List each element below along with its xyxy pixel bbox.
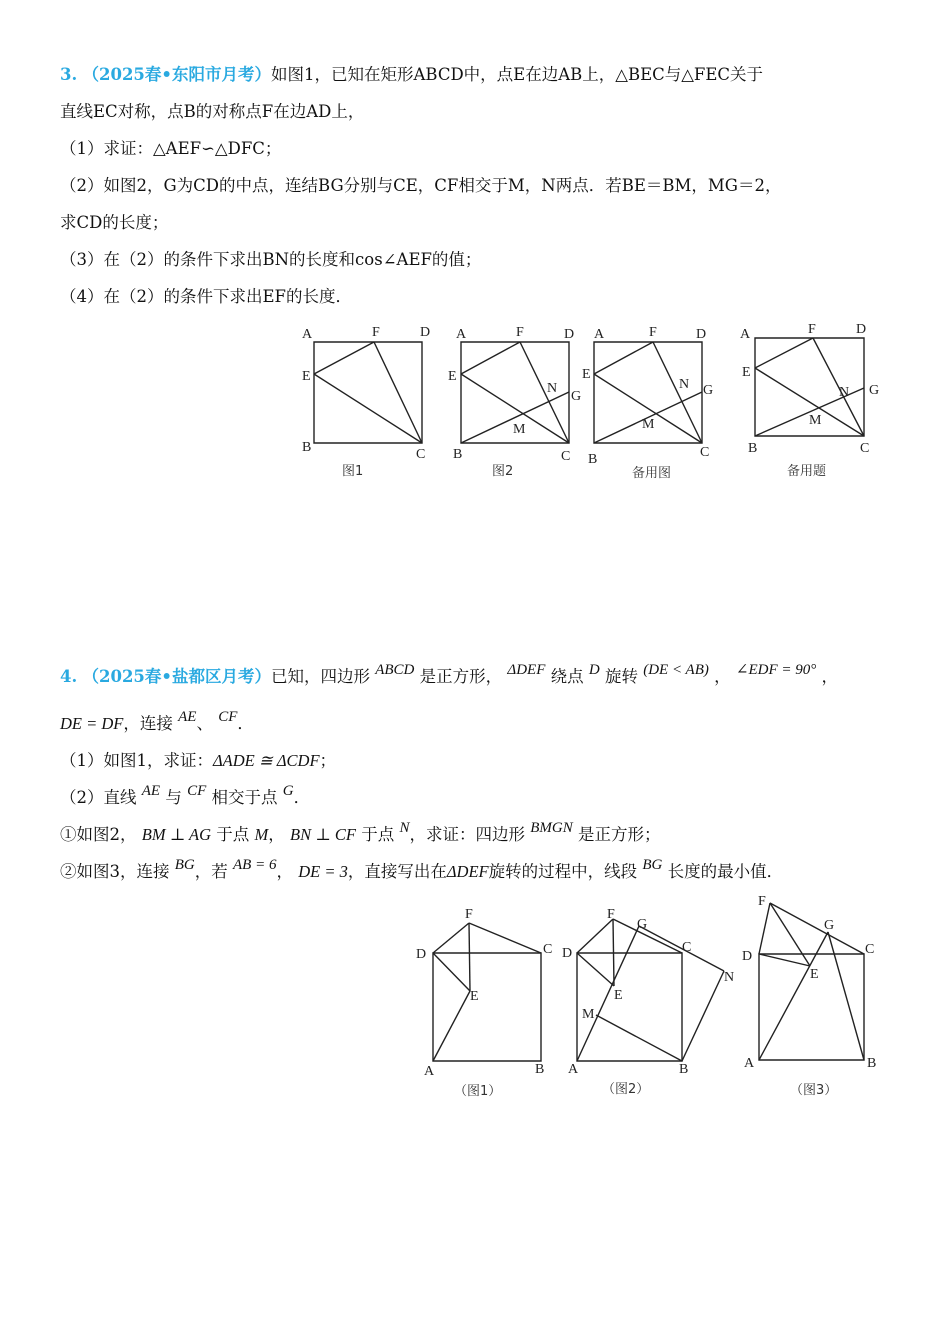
- q4-part2-ae: AE: [141, 783, 161, 799]
- q4-part1: [60, 749, 336, 773]
- q4-case1-bmgn: BMGN: [530, 820, 573, 836]
- rectangle-abcd: [314, 342, 422, 443]
- label-e: E: [470, 989, 479, 1004]
- q4-text-1g: 旋转: [604, 667, 638, 686]
- segment-df: [759, 903, 770, 954]
- label-d: D: [416, 947, 427, 962]
- label-b: B: [535, 1062, 545, 1077]
- q4-math-ae: AE: [178, 709, 197, 725]
- label-g: G: [637, 917, 648, 932]
- q4-text-1k: ，: [821, 667, 838, 686]
- q4-math-angle-edf: ∠EDF = 90°: [735, 662, 817, 678]
- label-a: A: [740, 327, 751, 342]
- label-m: M: [582, 1007, 595, 1022]
- q3-caption-3: 备用图: [632, 466, 672, 481]
- q4-source-tag: （2025春•盐都区月考）: [82, 667, 271, 686]
- q4-math-def: ΔDEF: [507, 662, 546, 678]
- label-b: B: [679, 1062, 689, 1077]
- q4-part2-end: ．: [293, 788, 311, 807]
- segment-ag: [759, 932, 828, 1060]
- q3-part2-cont: 求CD的长度；: [60, 213, 169, 232]
- segment-ef: [314, 342, 374, 374]
- q3-line1: [60, 63, 763, 87]
- label-c: C: [860, 441, 870, 456]
- label-b: B: [302, 440, 312, 455]
- q4-caption-3: （图3）: [790, 1083, 838, 1098]
- q4-line1: [60, 662, 838, 690]
- q4-figure-3: [742, 890, 902, 1105]
- q3-part2: （2）如图2，G为CD的中点，连结BG分别与CE，CF相交于M，N两点．若BE＝BM，MG＝2，: [60, 176, 782, 195]
- q4-case2-def: ΔDEF: [446, 862, 489, 881]
- label-f: F: [758, 894, 766, 909]
- q4-case2-ab: AB = 6: [233, 857, 277, 873]
- label-d: D: [856, 322, 867, 337]
- label-g: G: [869, 383, 880, 398]
- q4-case1-at: 于点: [216, 825, 250, 844]
- label-c: C: [682, 940, 692, 955]
- q3-caption-2: 图2: [492, 464, 514, 479]
- label-g: G: [571, 389, 582, 404]
- q4-part1-math: ΔADE ≅ ΔCDF: [213, 751, 320, 770]
- segment-de: [759, 954, 810, 966]
- label-f: F: [372, 325, 380, 340]
- q3-source-tag: （2025春•东阳市月考）: [82, 65, 271, 84]
- q4-case2-end: 长度的最小值．: [667, 862, 784, 881]
- q4-part2-text: （2）直线: [60, 788, 137, 807]
- segment-mb: [596, 1015, 682, 1061]
- label-b: B: [588, 452, 598, 467]
- q4-case1: [60, 820, 661, 848]
- q4-case1-end: 是正方形；: [578, 825, 661, 844]
- q3-part1: （1）求证：△AEF∽△DFC；: [60, 139, 282, 158]
- q3-figure-backup-problem: [738, 318, 888, 483]
- label-f: F: [649, 325, 657, 340]
- q4-case1-n: N: [399, 820, 410, 836]
- q4-text-1i: ，: [714, 667, 731, 686]
- label-e: E: [742, 365, 751, 380]
- label-e: E: [810, 967, 819, 982]
- q4-text-2f: ．: [237, 714, 254, 733]
- q3-part3: （3）在（2）的条件下求出BN的长度和cos∠AEF的值；: [60, 250, 482, 269]
- q4-case2-seg: 旋转的过程中，线段: [488, 862, 638, 881]
- label-b: B: [867, 1056, 877, 1071]
- label-c: C: [700, 445, 710, 460]
- label-b: B: [748, 441, 758, 456]
- q4-caption-1: （图1）: [454, 1084, 502, 1099]
- q3-part4: （4）在（2）的条件下求出EF的长度．: [60, 287, 352, 306]
- q4-part2-with: 与: [165, 788, 182, 807]
- label-a: A: [302, 327, 313, 342]
- label-e: E: [448, 369, 457, 384]
- label-n: N: [679, 377, 690, 392]
- label-c: C: [561, 449, 571, 464]
- q4-part2-g: G: [282, 783, 294, 799]
- q4-case1-comma: ，: [268, 825, 285, 844]
- label-e: E: [302, 369, 311, 384]
- segment-df: [577, 919, 613, 953]
- segment-fe: [613, 919, 614, 986]
- label-m: M: [642, 417, 655, 432]
- q3-figure-1: [298, 318, 438, 483]
- label-n: N: [547, 381, 558, 396]
- q4-math-cf: CF: [218, 709, 238, 725]
- label-m: M: [513, 422, 526, 437]
- segment-nb: [682, 971, 724, 1061]
- q4-part2-meet: 相交于点: [211, 788, 278, 807]
- label-n: N: [724, 970, 735, 985]
- q4-case1-prove: ，求证：四边形: [409, 825, 525, 844]
- q3-caption-4: 备用题: [787, 464, 827, 479]
- q3-caption-1: 图1: [342, 464, 364, 479]
- q4-math-abcd: ABCD: [375, 662, 415, 678]
- q4-text-1e: 绕点: [550, 667, 584, 686]
- q4-figure-2: [562, 905, 747, 1105]
- label-c: C: [543, 942, 553, 957]
- label-a: A: [568, 1062, 579, 1077]
- segment-ef: [594, 342, 653, 374]
- label-f: F: [607, 907, 615, 922]
- segment-ae: [433, 991, 470, 1061]
- label-a: A: [594, 327, 605, 342]
- label-b: B: [453, 447, 463, 462]
- q4-text-2d: 、: [196, 714, 213, 733]
- q4-part2: [60, 783, 311, 811]
- q4-case1-text: ①如图2，: [60, 825, 137, 844]
- q4-part2-cf: CF: [187, 783, 207, 799]
- q4-case2: [60, 857, 784, 885]
- label-e: E: [582, 367, 591, 382]
- q4-case2-text: ②如图3，连接: [60, 862, 170, 881]
- label-a: A: [424, 1064, 435, 1079]
- q4-text-2b: ，连接: [123, 714, 173, 733]
- label-f: F: [808, 322, 816, 337]
- q4-case2-de: DE = 3: [298, 862, 348, 881]
- label-g: G: [703, 383, 714, 398]
- label-d: D: [420, 325, 431, 340]
- segment-fe: [469, 923, 470, 991]
- q4-case2-bg2: BG: [642, 857, 663, 873]
- q4-math-de-lt-ab: (DE < AB): [643, 662, 709, 678]
- segment-ag: [577, 926, 639, 1061]
- q4-case1-bm-perp: BM ⊥ AG: [141, 825, 212, 844]
- segment-df: [433, 923, 469, 953]
- label-d: D: [696, 327, 707, 342]
- segment-de: [577, 953, 614, 986]
- q4-part1-text: （1）如图1，求证：: [60, 751, 213, 770]
- q3-number: 3.: [60, 65, 78, 84]
- q4-part1-end: ；: [319, 751, 337, 770]
- q3-line2: 直线EC对称，点B的对称点F在边AD上，: [60, 102, 365, 121]
- segment-ef: [755, 338, 813, 368]
- label-g: G: [824, 918, 835, 933]
- q4-case1-m: M: [254, 825, 269, 844]
- q4-math-d: D: [588, 662, 600, 678]
- label-m: M: [809, 413, 822, 428]
- label-f: F: [465, 907, 473, 922]
- q4-line2: [60, 709, 254, 737]
- segment-fc: [469, 923, 541, 953]
- q3-text-1: 如图1，已知在矩形ABCD中，点E在边AB上，△BEC与△FEC关于: [270, 65, 764, 84]
- q4-case1-at2: 于点: [361, 825, 395, 844]
- q4-math-de-df: DE = DF: [60, 714, 124, 733]
- label-d: D: [742, 949, 753, 964]
- label-c: C: [865, 942, 875, 957]
- q4-case2-comma: ，: [276, 862, 293, 881]
- segment-de: [433, 953, 470, 991]
- q4-caption-2: （图2）: [602, 1082, 650, 1097]
- q4-case2-mid: ，直接写出在: [347, 862, 447, 881]
- segment-fc: [770, 903, 864, 954]
- segment-ef: [461, 342, 520, 374]
- label-e: E: [614, 988, 623, 1003]
- label-f: F: [516, 325, 524, 340]
- label-n: N: [839, 385, 850, 400]
- segment-fc: [613, 919, 682, 953]
- label-d: D: [564, 327, 575, 342]
- label-d: D: [562, 946, 573, 961]
- segment-fe: [770, 903, 810, 966]
- q4-text-1a: 已知，四边形: [270, 667, 370, 686]
- q3-figure-backup: [578, 318, 728, 483]
- q3-figure-2: [446, 318, 586, 483]
- label-a: A: [744, 1056, 755, 1071]
- q4-case2-bg: BG: [174, 857, 195, 873]
- label-a: A: [456, 327, 467, 342]
- q4-figure-1: [412, 905, 572, 1105]
- q4-number: 4.: [60, 667, 78, 686]
- label-c: C: [416, 447, 426, 462]
- q4-text-1c: 是正方形，: [419, 667, 503, 686]
- q4-case2-if: ，若: [194, 862, 228, 881]
- q4-case1-bn-perp: BN ⊥ CF: [290, 825, 356, 844]
